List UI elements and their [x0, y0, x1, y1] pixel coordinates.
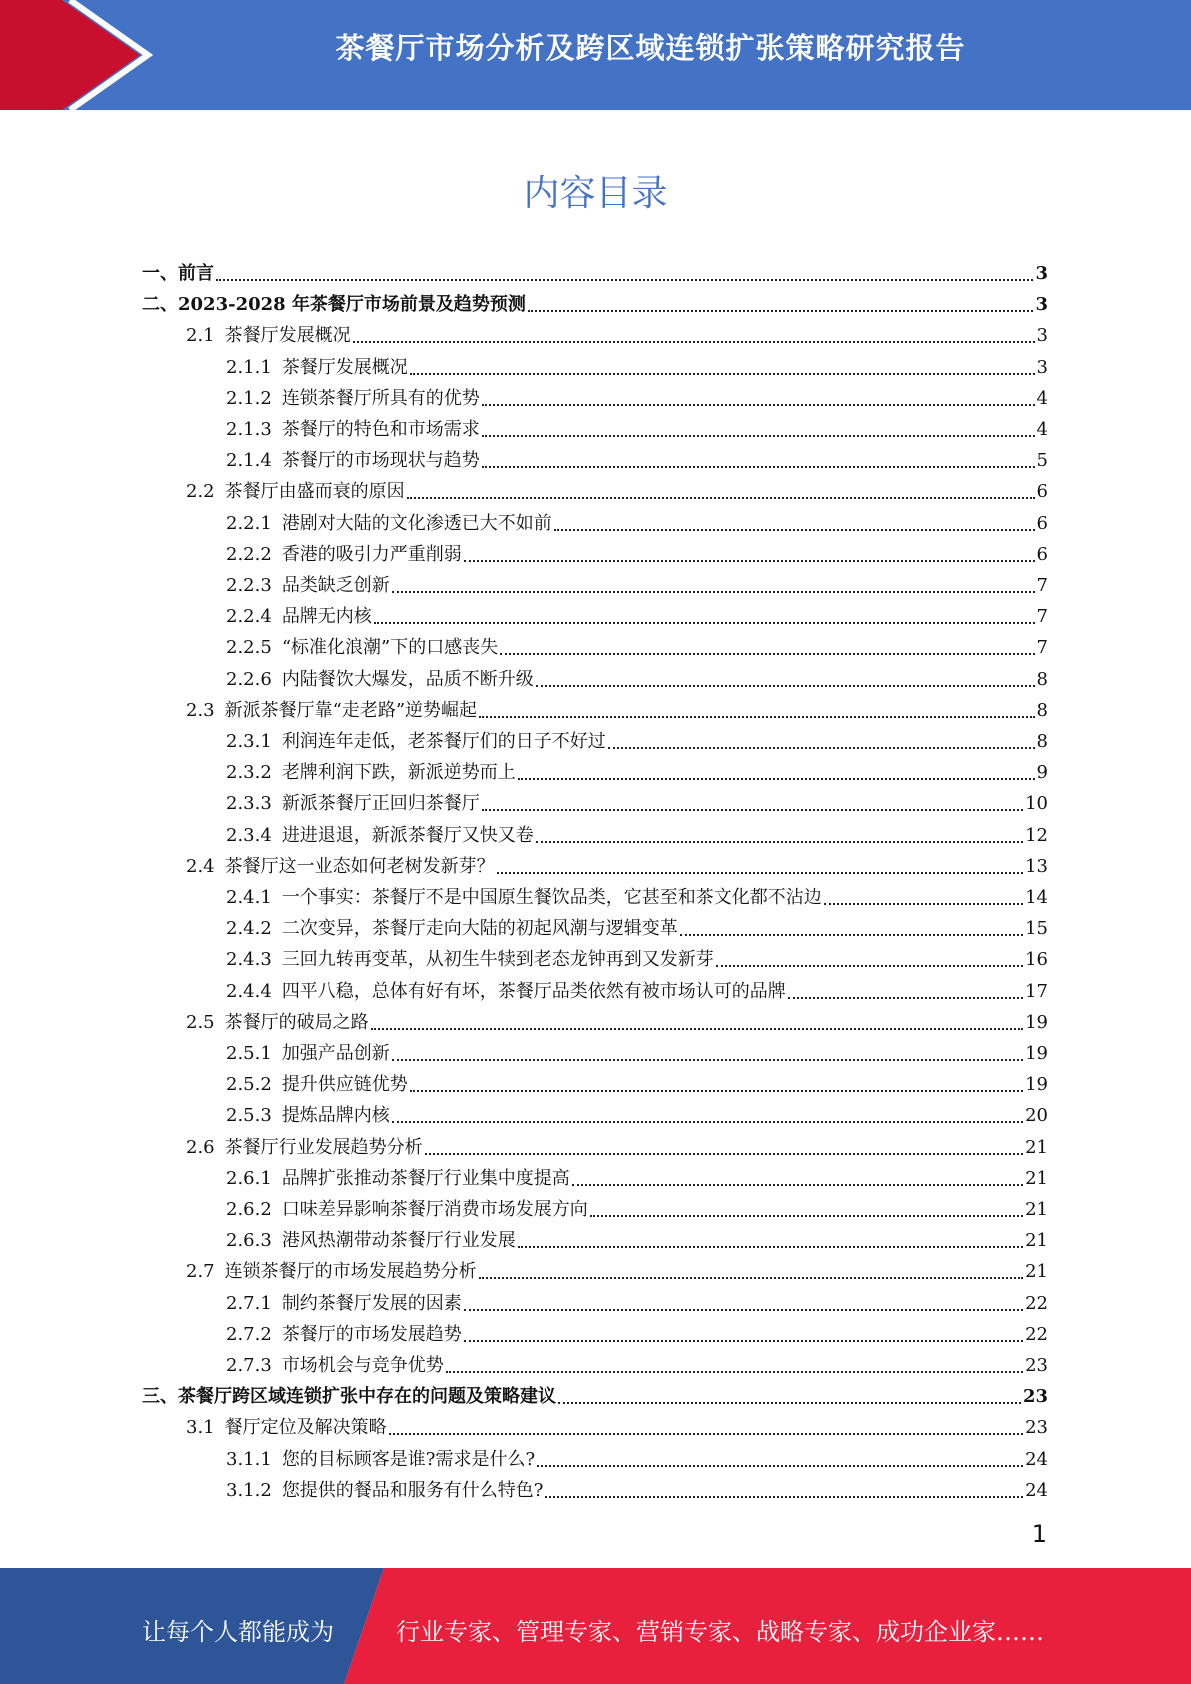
toc-dot-leader [479, 716, 1035, 718]
toc-entry[interactable] [226, 379, 1048, 410]
toc-entry-number: 2.1.2 [226, 387, 272, 409]
toc-entry-number: 2.6.3 [226, 1230, 272, 1252]
toc-entry-page: 5 [1036, 450, 1048, 472]
toc-entry-page: 21 [1025, 1199, 1048, 1220]
toc-entry-title: 您提供的餐品和服务有什么特色? [281, 1479, 544, 1501]
toc-entry[interactable] [226, 1159, 1048, 1190]
toc-dot-leader [536, 841, 1023, 843]
toc-dot-leader [558, 1402, 1021, 1404]
toc-entry[interactable] [186, 691, 1048, 722]
toc-entry[interactable] [226, 940, 1048, 971]
toc-entry-number: 2.1.3 [226, 419, 272, 440]
toc-dot-leader [518, 778, 1035, 780]
toc-entry[interactable] [186, 1128, 1048, 1159]
toc-dot-leader [572, 1184, 1023, 1186]
toc-entry-number: 2.2.5 [226, 637, 272, 659]
toc-entry-page: 10 [1025, 793, 1048, 815]
toc-entry-title: 三回九转再变革，从初生牛犊到老态龙钟再到又发新芽 [281, 949, 714, 971]
toc-entry[interactable] [226, 566, 1048, 597]
toc-entry-title: 品类缺乏创新 [281, 575, 390, 596]
toc-dot-leader [425, 1153, 1023, 1155]
toc-entry-title: 您的目标顾客是谁?需求是什么? [281, 1448, 536, 1470]
toc-entry[interactable] [226, 410, 1048, 441]
toc-entry-number: 2.3.2 [226, 762, 272, 784]
toc-dot-leader [482, 435, 1035, 437]
toc-dot-leader [590, 1215, 1023, 1217]
toc-entry-number: 2.4.3 [226, 949, 272, 971]
toc-entry-number: 3.1 [186, 1417, 215, 1439]
toc-entry[interactable] [186, 847, 1048, 878]
toc-dot-leader [716, 965, 1023, 967]
footer-slogan-right: 行业专家、管理专家、营销专家、战略专家、成功企业家…… [396, 1618, 1044, 1646]
toc-entry-number: 2.2.1 [226, 512, 272, 534]
toc-entry-title: 提炼品牌内核 [281, 1105, 390, 1127]
report-title: 茶餐厅市场分析及跨区域连锁扩张策略研究报告 [335, 31, 966, 65]
toc-entry-title: 新派茶餐厅靠“走老路”逆势崛起 [224, 699, 478, 721]
toc-entry-title: 利润连年走低，老茶餐厅们的日子不好过 [281, 731, 606, 752]
toc-entry-page: 21 [1025, 1261, 1048, 1283]
toc-entry[interactable] [186, 316, 1048, 347]
toc-entry-title: 提升供应链优势 [281, 1074, 408, 1096]
page-number: 1 [1031, 1520, 1047, 1548]
toc-entry[interactable] [226, 1221, 1048, 1252]
toc-entry-title: 进进退退，新派茶餐厅又快又卷 [281, 824, 534, 846]
toc-entry[interactable] [226, 753, 1048, 784]
toc-entry[interactable] [226, 348, 1048, 379]
toc-entry-number: 2.3.1 [226, 731, 272, 752]
toc-entry-title: 品牌无内核 [281, 606, 372, 628]
toc-entry[interactable] [226, 878, 1048, 909]
toc-entry-page: 14 [1025, 887, 1048, 908]
toc-entry-number: 2.7.2 [226, 1323, 272, 1345]
toc-entry[interactable] [226, 1315, 1048, 1346]
toc-entry-page: 3 [1035, 294, 1048, 316]
toc-entry[interactable] [226, 972, 1048, 1003]
toc-dot-leader [537, 1465, 1023, 1467]
toc-entry-number: 2.4 [186, 855, 215, 877]
toc-dot-leader [482, 809, 1023, 811]
toc-entry-title: 一个事实：茶餐厅不是中国原生餐饮品类，它甚至和茶文化都不沾边 [281, 887, 822, 908]
toc-entry-title: 餐厅定位及解决策略 [224, 1417, 387, 1439]
toc-entry-number: 2.4.4 [226, 980, 272, 1002]
toc-entry-number: 2.5.2 [226, 1074, 272, 1096]
toc-entry-page: 3 [1036, 325, 1048, 347]
toc-entry-number: 2.2.2 [226, 543, 272, 565]
toc-entry-number: 2.7.1 [226, 1292, 272, 1314]
toc-entry-page: 7 [1036, 575, 1048, 596]
toc-entry-number: 三、 [142, 1386, 178, 1408]
toc-dot-leader [545, 1496, 1023, 1498]
toc-entry-number: 3.1.2 [226, 1479, 272, 1501]
toc-dot-leader [407, 497, 1035, 499]
toc-entry-title: 2023-2028 年茶餐厅市场前景及趋势预测 [178, 294, 526, 316]
toc-entry[interactable] [186, 1252, 1048, 1283]
toc-entry-title: 茶餐厅的市场发展趋势 [281, 1323, 462, 1345]
toc-entry[interactable] [186, 472, 1048, 503]
toc-dot-leader [500, 653, 1034, 655]
toc-entry-number: 2.3.4 [226, 824, 272, 846]
toc-entry-title: 二次变异，茶餐厅走向大陆的初起风潮与逻辑变革 [281, 918, 678, 940]
toc-entry-title: 港剧对大陆的文化渗透已大不如前 [281, 512, 552, 534]
toc-entry[interactable] [226, 660, 1048, 691]
toc-entry-page: 8 [1036, 699, 1048, 721]
toc-entry[interactable] [142, 1377, 1048, 1408]
toc-dot-leader [392, 1121, 1023, 1123]
toc-dot-leader [392, 1059, 1023, 1061]
toc-entry-page: 12 [1025, 824, 1048, 846]
toc-entry-page: 6 [1036, 481, 1048, 503]
toc-dot-leader [554, 529, 1035, 531]
toc-entry[interactable] [226, 535, 1048, 566]
toc-entry[interactable] [226, 597, 1048, 628]
toc-entry-title: 老牌利润下跌，新派逆势而上 [281, 762, 516, 784]
toc-dot-leader [528, 310, 1034, 312]
toc-entry-title: 品牌扩张推动茶餐厅行业集中度提高 [281, 1167, 570, 1189]
toc-entry-page: 7 [1036, 606, 1048, 628]
toc-entry-page: 4 [1036, 419, 1048, 440]
toc-entry-title: 口味差异影响茶餐厅消费市场发展方向 [281, 1199, 588, 1220]
toc-entry-title: 新派茶餐厅正回归茶餐厅 [281, 793, 480, 815]
toc-dot-leader [353, 341, 1035, 343]
toc-entry-page: 15 [1025, 918, 1048, 940]
toc-entry[interactable] [226, 1034, 1048, 1065]
toc-entry[interactable] [226, 1346, 1048, 1377]
toc-entry-page: 23 [1022, 1386, 1048, 1408]
toc-entry-number: 2.1.1 [226, 356, 272, 378]
toc-entry-page: 3 [1035, 263, 1048, 284]
toc-entry[interactable] [226, 909, 1048, 940]
toc-dot-leader [464, 560, 1035, 562]
toc-dot-leader [374, 622, 1035, 624]
toc-entry-page: 21 [1025, 1230, 1048, 1252]
toc-entry-title: 茶餐厅的特色和市场需求 [281, 419, 480, 440]
toc-dot-leader [464, 1309, 1023, 1311]
toc-entry-title: 茶餐厅发展概况 [281, 356, 408, 378]
toc-entry-title: 港风热潮带动茶餐厅行业发展 [281, 1230, 516, 1252]
toc-entry-page: 19 [1025, 1043, 1048, 1064]
toc-entry-title: 前言 [178, 263, 214, 284]
toc-entry-title: 制约茶餐厅发展的因素 [281, 1292, 462, 1314]
toc-entry-number: 2.5.1 [226, 1043, 272, 1064]
toc-entry-page: 22 [1025, 1292, 1048, 1314]
toc-entry[interactable] [226, 1440, 1048, 1471]
toc-entry-title: 茶餐厅发展概况 [224, 325, 351, 347]
toc-entry[interactable] [226, 1096, 1048, 1127]
toc-entry-number: 二、 [142, 294, 178, 316]
toc-dot-leader [497, 872, 1023, 874]
toc-entry-page: 22 [1025, 1323, 1048, 1345]
toc-entry-page: 7 [1036, 637, 1048, 659]
toc-entry-page: 19 [1025, 1074, 1048, 1096]
toc-entry-number: 2.2 [186, 481, 215, 503]
toc-entry[interactable] [226, 1284, 1048, 1315]
toc-dot-leader [392, 591, 1035, 593]
toc-entry[interactable] [226, 441, 1048, 472]
toc-entry-number: 2.6.1 [226, 1167, 272, 1189]
toc-entry-page: 16 [1025, 949, 1048, 971]
toc-dot-leader [788, 997, 1023, 999]
toc-entry-title: 茶餐厅这一业态如何老树发新芽？ [224, 855, 495, 877]
toc-entry-page: 3 [1036, 356, 1048, 378]
toc-entry-number: 3.1.1 [226, 1448, 272, 1470]
toc-dot-leader [446, 1371, 1023, 1373]
toc-entry-title: 加强产品创新 [281, 1043, 390, 1064]
toc-entry-page: 17 [1025, 980, 1048, 1002]
toc-entry[interactable] [226, 722, 1048, 753]
toc-entry[interactable] [226, 1065, 1048, 1096]
toc-entry-title: 连锁茶餐厅所具有的优势 [281, 387, 480, 409]
toc-entry-page: 21 [1025, 1136, 1048, 1158]
footer-slogan-left: 让每个人都能成为 [142, 1618, 334, 1646]
toc-entry-number: 2.2.3 [226, 575, 272, 596]
toc-entry-title: 四平八稳，总体有好有坏，茶餐厅品类依然有被市场认可的品牌 [281, 980, 786, 1002]
toc-entry-number: 2.7 [186, 1261, 215, 1283]
toc-entry-number: 2.2.4 [226, 606, 272, 628]
toc-dot-leader [482, 466, 1035, 468]
page-header [0, 0, 1191, 110]
toc-entry-page: 13 [1025, 855, 1048, 877]
toc-entry-number: 2.6 [186, 1136, 215, 1158]
toc-dot-leader [410, 1090, 1023, 1092]
toc-entry-page: 8 [1036, 731, 1048, 752]
toc-entry[interactable] [226, 784, 1048, 815]
toc-entry-title: 茶餐厅行业发展趋势分析 [224, 1136, 423, 1158]
toc-entry-page: 23 [1025, 1417, 1048, 1439]
toc-dot-leader [482, 404, 1035, 406]
toc-entry-number: 2.1.4 [226, 450, 272, 472]
toc-entry[interactable] [142, 285, 1048, 316]
toc-entry-number: 2.7.3 [226, 1355, 272, 1376]
toc-dot-leader [824, 903, 1023, 905]
toc-entry-page: 23 [1025, 1355, 1048, 1376]
toc-dot-leader [608, 747, 1035, 749]
toc-entry[interactable] [186, 1003, 1048, 1034]
toc-dot-leader [410, 373, 1035, 375]
toc-entry-title: 连锁茶餐厅的市场发展趋势分析 [224, 1261, 477, 1283]
toc-entry-title: 市场机会与竞争优势 [281, 1355, 444, 1376]
toc-entry-page: 6 [1036, 512, 1048, 534]
toc-entry-page: 4 [1036, 387, 1048, 409]
toc-entry-number: 2.3.3 [226, 793, 272, 815]
toc-entry-page: 9 [1036, 762, 1048, 784]
toc-dot-leader [680, 934, 1023, 936]
toc-entry[interactable] [226, 1471, 1048, 1502]
toc-dot-leader [371, 1028, 1023, 1030]
toc-dot-leader [479, 1277, 1023, 1279]
toc-entry-number: 2.1 [186, 325, 215, 347]
toc-dot-leader [518, 1246, 1023, 1248]
toc-entry-number: 2.4.2 [226, 918, 272, 940]
toc-entry-title: 茶餐厅由盛而衰的原因 [224, 481, 405, 503]
toc-entry-title: “标准化浪潮”下的口感丧失 [281, 637, 499, 659]
toc-entry-title: 茶餐厅跨区域连锁扩张中存在的问题及策略建议 [178, 1386, 556, 1408]
toc-dot-leader [536, 685, 1035, 687]
toc-entry[interactable] [226, 1190, 1048, 1221]
toc-entry-page: 19 [1025, 1011, 1048, 1033]
toc-entry[interactable] [226, 628, 1048, 659]
toc-entry-page: 6 [1036, 543, 1048, 565]
toc-entry-page: 24 [1025, 1448, 1048, 1470]
toc-entry-number: 2.5 [186, 1011, 215, 1033]
toc-entry-page: 20 [1025, 1105, 1048, 1127]
toc-entry-title: 茶餐厅的破局之路 [224, 1011, 369, 1033]
toc-heading: 内容目录 [523, 173, 668, 214]
toc-entry-number: 2.5.3 [226, 1105, 272, 1127]
toc-entry-page: 24 [1025, 1479, 1048, 1501]
toc-entry[interactable] [186, 1408, 1048, 1439]
toc-entry[interactable] [142, 254, 1048, 285]
toc-dot-leader [464, 1340, 1023, 1342]
toc-entry-number: 2.3 [186, 699, 215, 721]
page-footer [0, 1568, 1191, 1684]
toc-entry-page: 21 [1025, 1167, 1048, 1189]
toc-entry-number: 2.4.1 [226, 887, 272, 908]
toc-entry[interactable] [226, 816, 1048, 847]
toc-dot-leader [216, 279, 1033, 281]
toc-entry-number: 一、 [142, 263, 178, 284]
toc-entry[interactable] [226, 504, 1048, 535]
toc-entry-number: 2.2.6 [226, 668, 272, 690]
toc-entry-number: 2.6.2 [226, 1199, 272, 1220]
toc-entry-page: 8 [1036, 668, 1048, 690]
toc-entry-title: 茶餐厅的市场现状与趋势 [281, 450, 480, 472]
toc-entry-title: 香港的吸引力严重削弱 [281, 543, 462, 565]
toc-dot-leader [389, 1433, 1023, 1435]
toc-entry-title: 内陆餐饮大爆发，品质不断升级 [281, 668, 534, 690]
